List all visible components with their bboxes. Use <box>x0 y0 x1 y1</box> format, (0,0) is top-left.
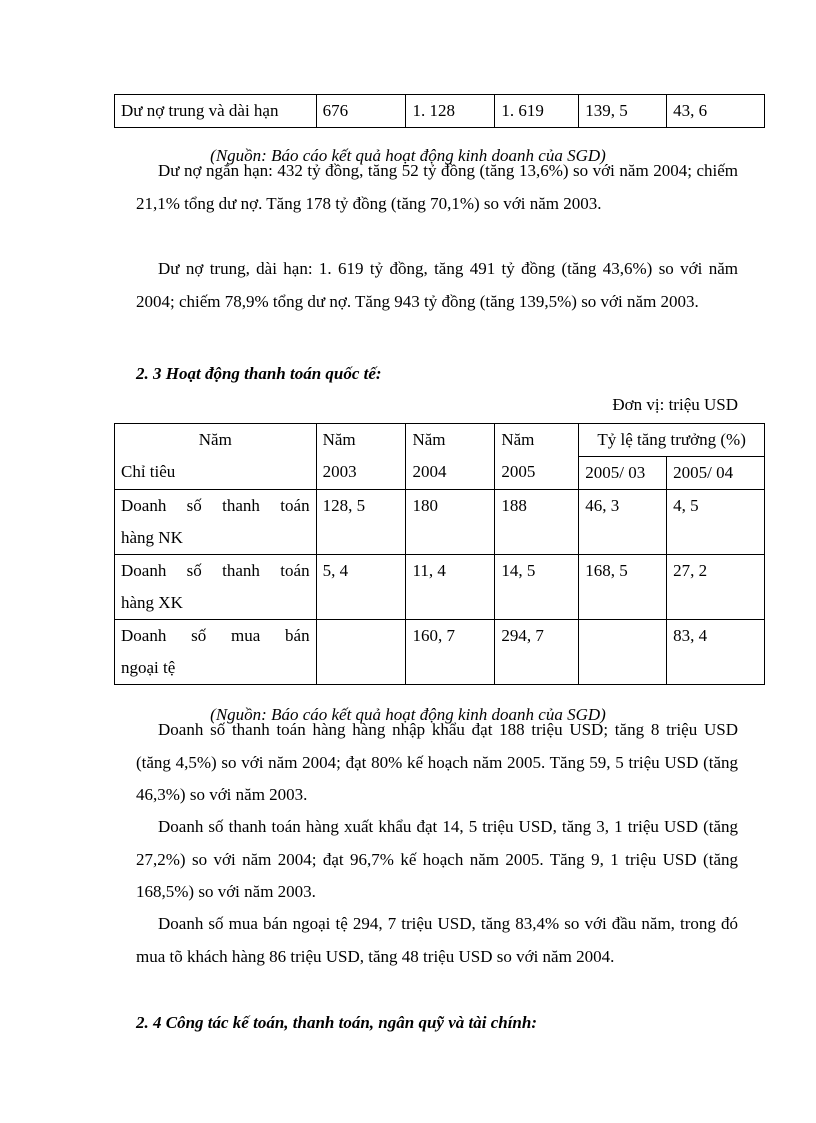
table-cell: 168, 5 <box>579 555 667 620</box>
table-cell: 676 <box>316 95 406 128</box>
table-cell: 160, 7 <box>406 620 495 685</box>
section-heading: 2. 4 Công tác kế toán, thanh toán, ngân quỹ và tài chính: <box>136 1013 537 1032</box>
table-cell: 11, 4 <box>406 555 495 620</box>
row-label <box>115 490 317 555</box>
table-row <box>115 555 765 620</box>
paragraph: Doanh số thanh toán hàng hàng nhập khẩu đạt 188 triệu USD; tăng 8 triệu USD (tăng 4,5%) so với năm 2004; đạt 80% kế hoạch năm 2005. Tăng 59, 5 triệu USD (tăng 46,3%) so với năm 2003. <box>136 720 738 804</box>
unit-label: Đơn vị: triệu USD <box>612 395 738 414</box>
header-corner-cell <box>115 424 317 490</box>
table-cell: 5, 4 <box>316 555 406 620</box>
paragraph: Dư nợ ngắn hạn: 432 tỷ đồng, tăng 52 tỷ đồng (tăng 13,6%) so với năm 2004; chiếm 21,1% tổng dư nợ. Tăng 178 tỷ đồng (tăng 70,1%) so với năm 2003. <box>136 161 738 213</box>
row-label-line: hàng NK <box>121 528 183 547</box>
growth-header: Tỷ lệ tăng trưởng (%) <box>579 424 765 457</box>
header-year-word: Năm <box>501 430 535 449</box>
row-label-line: ngoại tệ <box>121 658 176 677</box>
section-heading: 2. 3 Hoạt động thanh toán quốc tế: <box>136 364 382 383</box>
table-cell: 4, 5 <box>667 490 765 555</box>
table-cell: 27, 2 <box>667 555 765 620</box>
header-year-label: Năm <box>198 430 232 449</box>
row-label-line: hàng XK <box>121 593 183 612</box>
table-cell: 1. 128 <box>406 95 495 128</box>
header-year-value: 2005 <box>501 462 536 481</box>
intl-payment-table <box>114 423 765 685</box>
header-year-word: Năm <box>412 430 446 449</box>
row-label <box>115 620 317 685</box>
table-row <box>115 95 765 128</box>
table-cell: 139, 5 <box>579 95 667 128</box>
growth-col-header: 2005/ 04 <box>667 457 765 490</box>
header-year-word: Năm <box>322 430 356 449</box>
table-cell: Dư nợ trung và dài hạn <box>115 95 317 128</box>
header-indicator-label: Chỉ tiêu <box>121 462 176 481</box>
table-cell <box>579 620 667 685</box>
table-cell: 14, 5 <box>495 555 579 620</box>
source-note: (Nguồn: Báo cáo kết quả hoạt động kinh doanh của SGD) <box>210 146 606 165</box>
table-cell: 294, 7 <box>495 620 579 685</box>
row-label <box>115 555 317 620</box>
header-year-cell <box>316 424 406 490</box>
row-label-line: Doanh số thanh toán <box>121 561 310 580</box>
table-cell <box>316 620 406 685</box>
header-year-value: 2004 <box>412 462 447 481</box>
table-cell: 180 <box>406 490 495 555</box>
paragraph: Doanh số mua bán ngoại tệ 294, 7 triệu USD, tăng 83,4% so với đầu năm, trong đó mua tõ khách hàng 86 triệu USD, tăng 48 triệu USD so với năm 2004. <box>136 914 738 966</box>
table-cell: 188 <box>495 490 579 555</box>
table-cell: 83, 4 <box>667 620 765 685</box>
table-cell: 128, 5 <box>316 490 406 555</box>
paragraph: Dư nợ trung, dài hạn: 1. 619 tỷ đồng, tăng 491 tỷ đồng (tăng 43,6%) so với năm 2004; chiếm 78,9% tổng dư nợ. Tăng 943 tỷ đồng (tăng 139,5%) so với năm 2003. <box>136 259 738 311</box>
table-row <box>115 620 765 685</box>
row-label-line: Doanh số mua bán <box>121 626 310 645</box>
header-year-cell <box>495 424 579 490</box>
source-note: (Nguồn: Báo cáo kết quả hoạt động kinh doanh của SGD) <box>210 705 606 724</box>
header-year-value: 2003 <box>322 462 357 481</box>
table-row <box>115 490 765 555</box>
table-cell: 43, 6 <box>667 95 765 128</box>
table-header-row <box>115 424 765 457</box>
table-cell: 46, 3 <box>579 490 667 555</box>
table-cell: 1. 619 <box>495 95 579 128</box>
paragraph: Doanh số thanh toán hàng xuất khẩu đạt 14, 5 triệu USD, tăng 3, 1 triệu USD (tăng 27,2%) so với năm 2004; đạt 96,7% kế hoạch năm 2005. Tăng 9, 1 triệu USD (tăng 168,5%) so với năm 2003. <box>136 817 738 901</box>
row-label-line: Doanh số thanh toán <box>121 496 310 515</box>
growth-col-header: 2005/ 03 <box>579 457 667 490</box>
header-year-cell <box>406 424 495 490</box>
debt-table <box>114 94 765 128</box>
